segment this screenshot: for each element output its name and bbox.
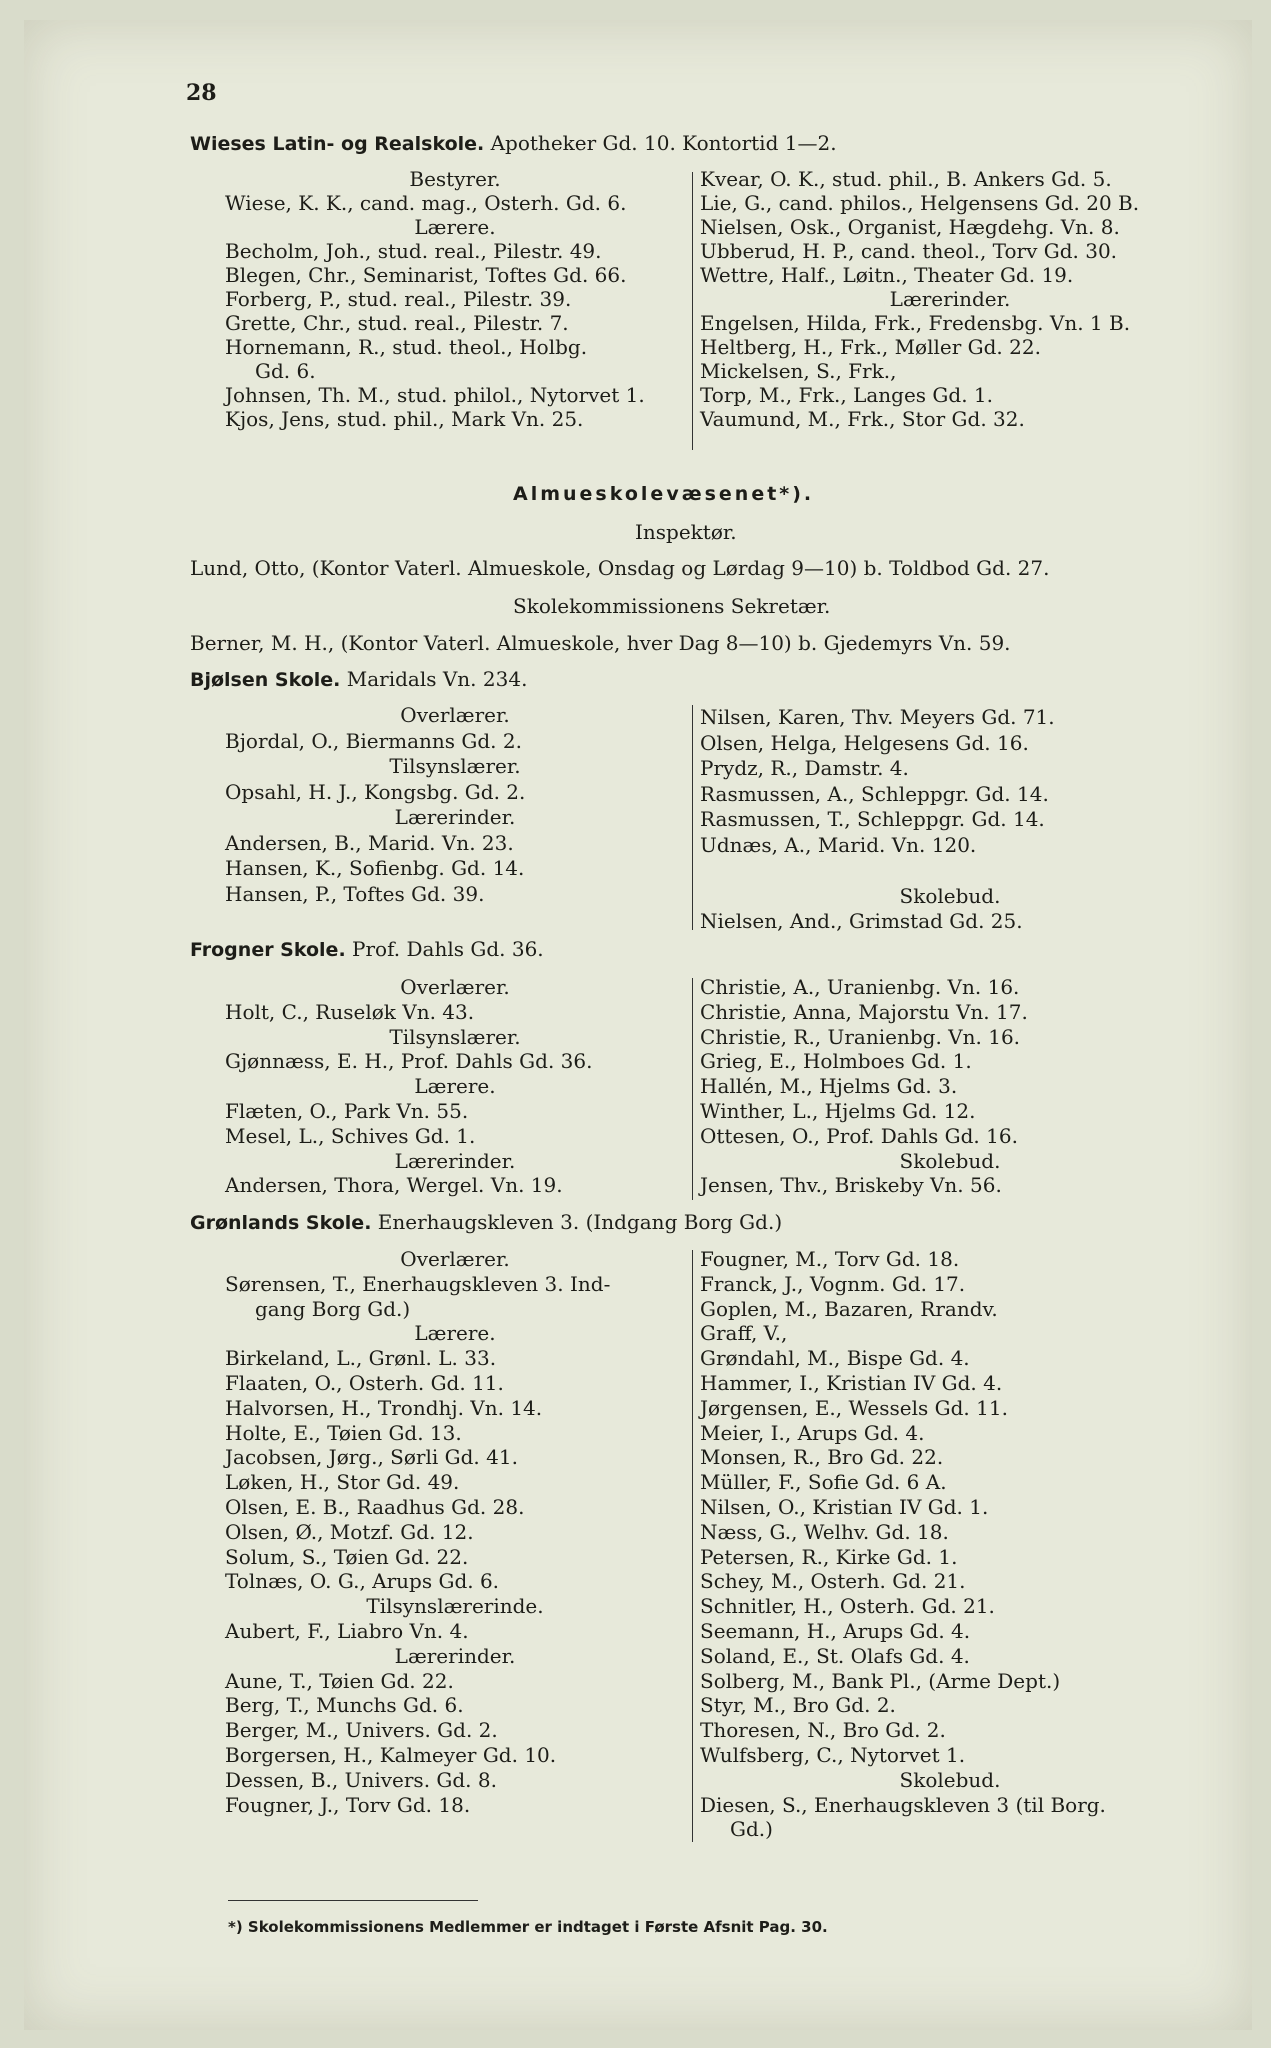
list-item: Halvorsen, H., Trondhj. Vn. 14. — [225, 1395, 543, 1420]
list-item: Mickelsen, S., Frk., — [700, 359, 897, 383]
bjolsen-divider — [692, 705, 693, 930]
list-item: Jacobsen, Jørg., Sørli Gd. 41. — [225, 1445, 518, 1470]
section-label: Tilsynslærerinde. — [366, 1594, 544, 1619]
list-item: Løken, H., Stor Gd. 49. — [225, 1470, 460, 1495]
list-item: Flaaten, O., Osterh. Gd. 11. — [225, 1370, 504, 1395]
list-item: Hallén, M., Hjelms Gd. 3. — [700, 1074, 958, 1099]
section-label: Bestyrer. — [409, 167, 501, 191]
list-item: Sørensen, T., Enerhaugskleven 3. Ind- — [225, 1271, 611, 1296]
list-item: Holt, C., Ruseløk Vn. 43. — [225, 999, 475, 1024]
list-item: Rasmussen, A., Schleppgr. Gd. 14. — [700, 781, 1049, 806]
list-item: Nilsen, O., Kristian IV Gd. 1. — [700, 1494, 989, 1519]
list-item: Heltberg, H., Frk., Møller Gd. 22. — [700, 335, 1041, 359]
list-item: Wiese, K. K., cand. mag., Osterh. Gd. 6. — [225, 191, 627, 215]
section-label: Lærerinder. — [394, 1148, 516, 1173]
bjolsen-left-column — [225, 703, 685, 907]
sekretaer-entry: Berner, M. H., (Kontor Vaterl. Almueskole, hver Dag 8—10) b. Gjedemyrs Vn. 59. — [190, 631, 1011, 655]
section-label: Lærere. — [414, 1074, 496, 1099]
section-label: Skolebud. — [899, 1148, 1001, 1173]
list-item: Borgersen, H., Kalmeyer Gd. 10. — [225, 1742, 557, 1767]
section-label: Overlærer. — [400, 703, 510, 727]
list-item: Gd. 6. — [255, 359, 316, 383]
list-item: Berg, T., Munchs Gd. 6. — [225, 1693, 464, 1718]
list-item: Udnæs, A., Marid. Vn. 120. — [700, 832, 977, 857]
list-item: Gd.) — [730, 1817, 773, 1842]
list-item: Müller, F., Sofie Gd. 6 A. — [700, 1470, 947, 1495]
list-item: Meier, I., Arups Gd. 4. — [700, 1420, 925, 1445]
list-item: Hansen, K., Sofienbg. Gd. 14. — [225, 856, 525, 880]
list-item: Mesel, L., Schives Gd. 1. — [225, 1123, 476, 1148]
list-item: Bjordal, O., Biermanns Gd. 2. — [225, 728, 522, 753]
wiese-heading — [190, 131, 837, 155]
inspektor-label: Inspektør. — [635, 520, 737, 544]
list-item: Hornemann, R., stud. theol., Holbg. — [225, 335, 588, 359]
list-item: Christie, R., Uranienbg. Vn. 16. — [700, 1024, 1021, 1049]
list-item: Soland, E., St. Olafs Gd. 4. — [700, 1643, 970, 1668]
frogner-right-column — [700, 975, 1200, 1198]
list-item: Vaumund, M., Frk., Stor Gd. 32. — [700, 407, 1025, 431]
list-item: Olsen, E. B., Raadhus Gd. 28. — [225, 1494, 525, 1519]
list-item: Lie, G., cand. philos., Helgensens Gd. 20 B. — [700, 191, 1140, 215]
section-label: Overlærer. — [400, 975, 510, 999]
bjolsen-heading — [190, 667, 527, 691]
gronland-heading — [190, 1210, 782, 1234]
list-item: Olsen, Ø., Motzf. Gd. 12. — [225, 1519, 474, 1544]
list-item: gang Borg Gd.) — [255, 1296, 411, 1321]
list-item: Torp, M., Frk., Langes Gd. 1. — [700, 383, 994, 407]
gronland-divider — [692, 1250, 693, 1842]
page-number: 28 — [186, 80, 217, 106]
list-item: Fougner, M., Torv Gd. 18. — [700, 1247, 960, 1271]
list-item: Blegen, Chr., Seminarist, Toftes Gd. 66. — [225, 263, 627, 287]
list-item: Schey, M., Osterh. Gd. 21. — [700, 1569, 966, 1594]
list-item: Rasmussen, T., Schleppgr. Gd. 14. — [700, 807, 1045, 831]
list-item: Andersen, B., Marid. Vn. 23. — [225, 830, 514, 855]
list-item: Christie, Anna, Majorstu Vn. 17. — [700, 999, 1028, 1024]
list-item: Thoresen, N., Bro Gd. 2. — [700, 1718, 946, 1743]
section-label: Lærere. — [414, 215, 496, 239]
wiese-name: Wieses Latin- og Realskole. — [190, 133, 485, 155]
list-item: Wettre, Half., Løitn., Theater Gd. 19. — [700, 263, 1074, 287]
footnote-rule — [228, 1900, 478, 1901]
wiese-address: Apotheker Gd. 10. Kontortid 1—2. — [484, 131, 837, 155]
list-item: Christie, A., Uranienbg. Vn. 16. — [700, 975, 1020, 999]
list-item: Næss, G., Welhv. Gd. 18. — [700, 1519, 949, 1544]
list-item: Olsen, Helga, Helgesens Gd. 16. — [700, 730, 1029, 755]
gronland-name: Grønlands Skole. — [190, 1212, 372, 1234]
list-item: Hammer, I., Kristian IV Gd. 4. — [700, 1370, 1003, 1395]
section-label: Lærerinder. — [394, 805, 516, 829]
section-label: Tilsynslærer. — [389, 754, 521, 778]
wiese-left-column — [225, 167, 685, 431]
gronland-right-column — [700, 1247, 1200, 1842]
list-item: Andersen, Thora, Wergel. Vn. 19. — [225, 1173, 563, 1198]
list-item — [700, 858, 1200, 884]
list-item: Petersen, R., Kirke Gd. 1. — [700, 1544, 958, 1569]
section-label: Skolebud. — [899, 1767, 1001, 1792]
list-item: Nilsen, Karen, Thv. Meyers Gd. 71. — [700, 705, 1055, 729]
list-item: Goplen, M., Bazaren, Rrandv. — [700, 1296, 998, 1321]
frogner-address: Prof. Dahls Gd. 36. — [345, 937, 544, 961]
list-item: Opsahl, H. J., Kongsbg. Gd. 2. — [225, 779, 526, 804]
list-item: Aubert, F., Liabro Vn. 4. — [225, 1618, 469, 1643]
wiese-divider — [692, 172, 693, 450]
list-item: Engelsen, Hilda, Frk., Fredensbg. Vn. 1 B. — [700, 311, 1131, 335]
list-item: Jensen, Thv., Briskeby Vn. 56. — [700, 1173, 1002, 1198]
wiese-right-column — [700, 167, 1200, 431]
section-label: Lærerinder. — [394, 1643, 516, 1668]
list-item: Gjønnæss, E. H., Prof. Dahls Gd. 36. — [225, 1049, 593, 1074]
list-item: Berger, M., Univers. Gd. 2. — [225, 1718, 498, 1743]
list-item: Ubberud, H. P., cand. theol., Torv Gd. 30. — [700, 239, 1118, 263]
section-label: Tilsynslærer. — [389, 1024, 521, 1049]
list-item: Aune, T., Tøien Gd. 22. — [225, 1668, 454, 1693]
list-item: Kvear, O. K., stud. phil., B. Ankers Gd. 5. — [700, 167, 1112, 191]
list-item: Grette, Chr., stud. real., Pilestr. 7. — [225, 311, 569, 335]
frogner-name: Frogner Skole. — [190, 939, 346, 961]
list-item: Diesen, S., Enerhaugskleven 3 (til Borg. — [700, 1792, 1106, 1817]
list-item: Prydz, R., Damstr. 4. — [700, 756, 909, 780]
list-item: Grieg, E., Holmboes Gd. 1. — [700, 1049, 972, 1074]
list-item: Solberg, M., Bank Pl., (Arme Dept.) — [700, 1668, 1061, 1693]
list-item: Fougner, J., Torv Gd. 18. — [225, 1792, 471, 1817]
list-item: Franck, J., Vognm. Gd. 17. — [700, 1271, 966, 1296]
section-label: Lærerinder. — [889, 287, 1011, 311]
section-label: Skolebud. — [899, 883, 1001, 908]
list-item: Birkeland, L., Grønl. L. 33. — [225, 1346, 497, 1371]
list-item: Graff, V., — [700, 1321, 788, 1346]
list-item: Schnitler, H., Osterh. Gd. 21. — [700, 1594, 995, 1619]
list-item: Holte, E., Tøien Gd. 13. — [225, 1420, 462, 1445]
list-item: Johnsen, Th. M., stud. philol., Nytorvet 1. — [225, 383, 645, 407]
frogner-left-column — [225, 975, 685, 1198]
gronland-left-column — [225, 1247, 685, 1817]
list-item: Ottesen, O., Prof. Dahls Gd. 16. — [700, 1123, 1018, 1148]
list-item: Tolnæs, O. G., Arups Gd. 6. — [225, 1569, 500, 1594]
list-item: Kjos, Jens, stud. phil., Mark Vn. 25. — [225, 407, 584, 431]
list-item: Nielsen, And., Grimstad Gd. 25. — [700, 909, 1023, 933]
list-item: Seemann, H., Arups Gd. 4. — [700, 1618, 971, 1643]
bjolsen-name: Bjølsen Skole. — [190, 669, 341, 691]
bjolsen-right-column — [700, 705, 1200, 935]
list-item: Flæten, O., Park Vn. 55. — [225, 1098, 469, 1123]
list-item: Winther, L., Hjelms Gd. 12. — [700, 1098, 976, 1123]
sekretaer-label: Skolekommissionens Sekretær. — [513, 594, 831, 618]
list-item: Forberg, P., stud. real., Pilestr. 39. — [225, 287, 572, 311]
list-item: Monsen, R., Bro Gd. 22. — [700, 1445, 944, 1470]
footnote: *) Skolekommissionens Medlemmer er indtaget i Første Afsnit Pag. 30. — [228, 1918, 828, 1936]
section-label: Overlærer. — [400, 1247, 510, 1271]
list-item: Hansen, P., Toftes Gd. 39. — [225, 881, 485, 906]
list-item: Styr, M., Bro Gd. 2. — [700, 1693, 896, 1718]
list-item: Dessen, B., Univers. Gd. 8. — [225, 1767, 497, 1792]
list-item: Nielsen, Osk., Organist, Hægdehg. Vn. 8. — [700, 215, 1120, 239]
bjolsen-address: Maridals Vn. 234. — [340, 667, 528, 691]
gronland-address: Enerhaugskleven 3. (Indgang Borg Gd.) — [371, 1210, 783, 1234]
section-label: Lærere. — [414, 1321, 496, 1346]
frogner-divider — [692, 978, 693, 1200]
list-item: Becholm, Joh., stud. real., Pilestr. 49. — [225, 239, 602, 263]
frogner-heading — [190, 937, 544, 961]
inspektor-entry: Lund, Otto, (Kontor Vaterl. Almueskole, Onsdag og Lørdag 9—10) b. Toldbod Gd. 27. — [190, 556, 1050, 580]
list-item: Solum, S., Tøien Gd. 22. — [225, 1544, 469, 1569]
list-item: Jørgensen, E., Wessels Gd. 11. — [700, 1395, 1008, 1420]
list-item: Wulfsberg, C., Nytorvet 1. — [700, 1742, 966, 1767]
list-item: Grøndahl, M., Bispe Gd. 4. — [700, 1346, 970, 1371]
almue-title: Almueskolevæsenet*). — [513, 483, 815, 505]
